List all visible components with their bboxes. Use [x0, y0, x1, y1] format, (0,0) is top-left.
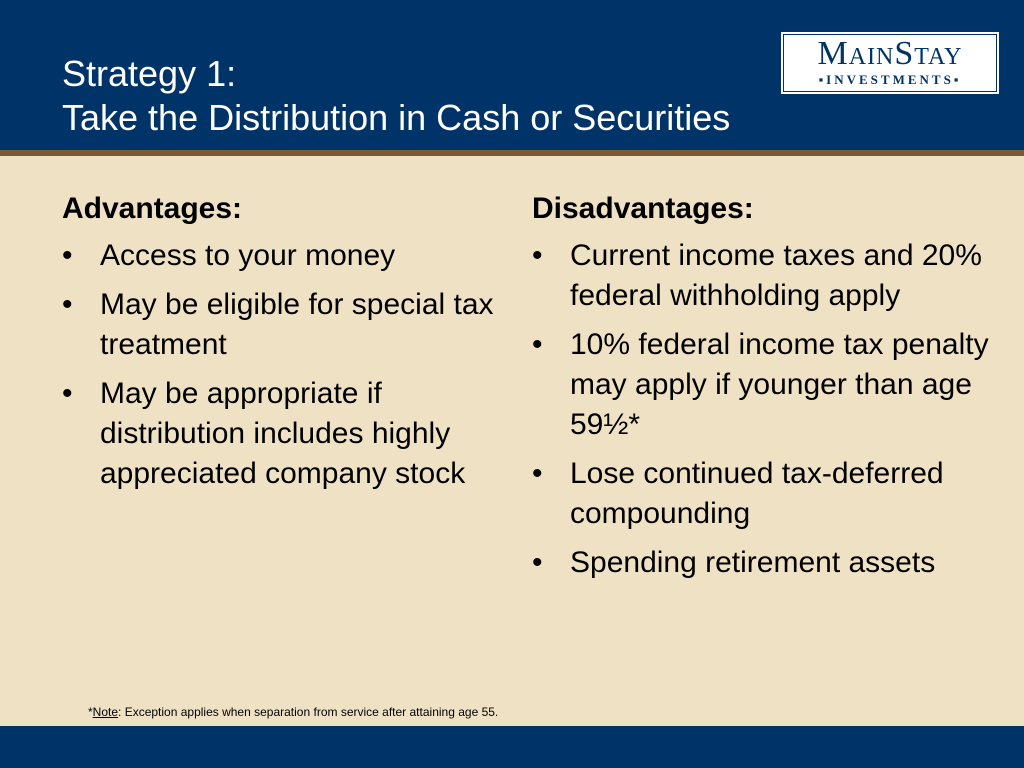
disadvantages-column	[532, 190, 992, 592]
footnote	[88, 704, 498, 720]
list-item	[62, 374, 502, 494]
list-item	[62, 236, 502, 276]
disadvantages-heading: Disadvantages:	[532, 192, 754, 225]
advantages-list	[62, 236, 502, 494]
list-item	[62, 285, 502, 365]
mainstay-logo	[781, 32, 999, 94]
bullet-icon: •	[62, 377, 73, 410]
list-item-text: Access to your money	[100, 239, 396, 272]
advantages-heading: Advantages:	[62, 192, 243, 225]
footnote-text: : Exception applies when separation from service after attaining age 55.	[118, 705, 499, 719]
slide-title	[62, 52, 730, 140]
bullet-icon: •	[532, 546, 543, 579]
list-item-text: Lose continued tax-deferred compounding	[570, 457, 944, 530]
logo-subtitle: ▪INVESTMENTS▪	[818, 72, 962, 87]
header-divider	[0, 150, 1024, 156]
logo-wordmark: MainStay	[817, 35, 963, 72]
slide-title-line1: Strategy 1:	[62, 53, 237, 94]
list-item-text: Spending retirement assets	[570, 546, 936, 579]
bullet-icon: •	[62, 288, 73, 321]
list-item-text: May be appropriate if distribution includes highly appreciated company stock	[100, 377, 466, 490]
list-item	[532, 543, 992, 583]
list-item-text: May be eligible for special tax treatment	[100, 288, 494, 361]
bullet-icon: •	[532, 457, 543, 490]
footnote-asterisk: *	[88, 705, 93, 719]
list-item-text: 10% federal income tax penalty may apply if younger than age 59½*	[570, 328, 989, 441]
bullet-icon: •	[532, 239, 543, 272]
list-item	[532, 325, 992, 445]
bullet-icon: •	[532, 328, 543, 361]
slide-title-line2: Take the Distribution in Cash or Securities	[62, 97, 731, 138]
advantages-column	[62, 190, 502, 503]
footer-bar	[0, 726, 1024, 768]
list-item	[532, 236, 992, 316]
bullet-icon: •	[62, 239, 73, 272]
list-item-text: Current income taxes and 20% federal withholding apply	[570, 239, 982, 312]
disadvantages-list	[532, 236, 992, 583]
footnote-note-label: Note	[92, 705, 119, 719]
list-item	[532, 454, 992, 534]
